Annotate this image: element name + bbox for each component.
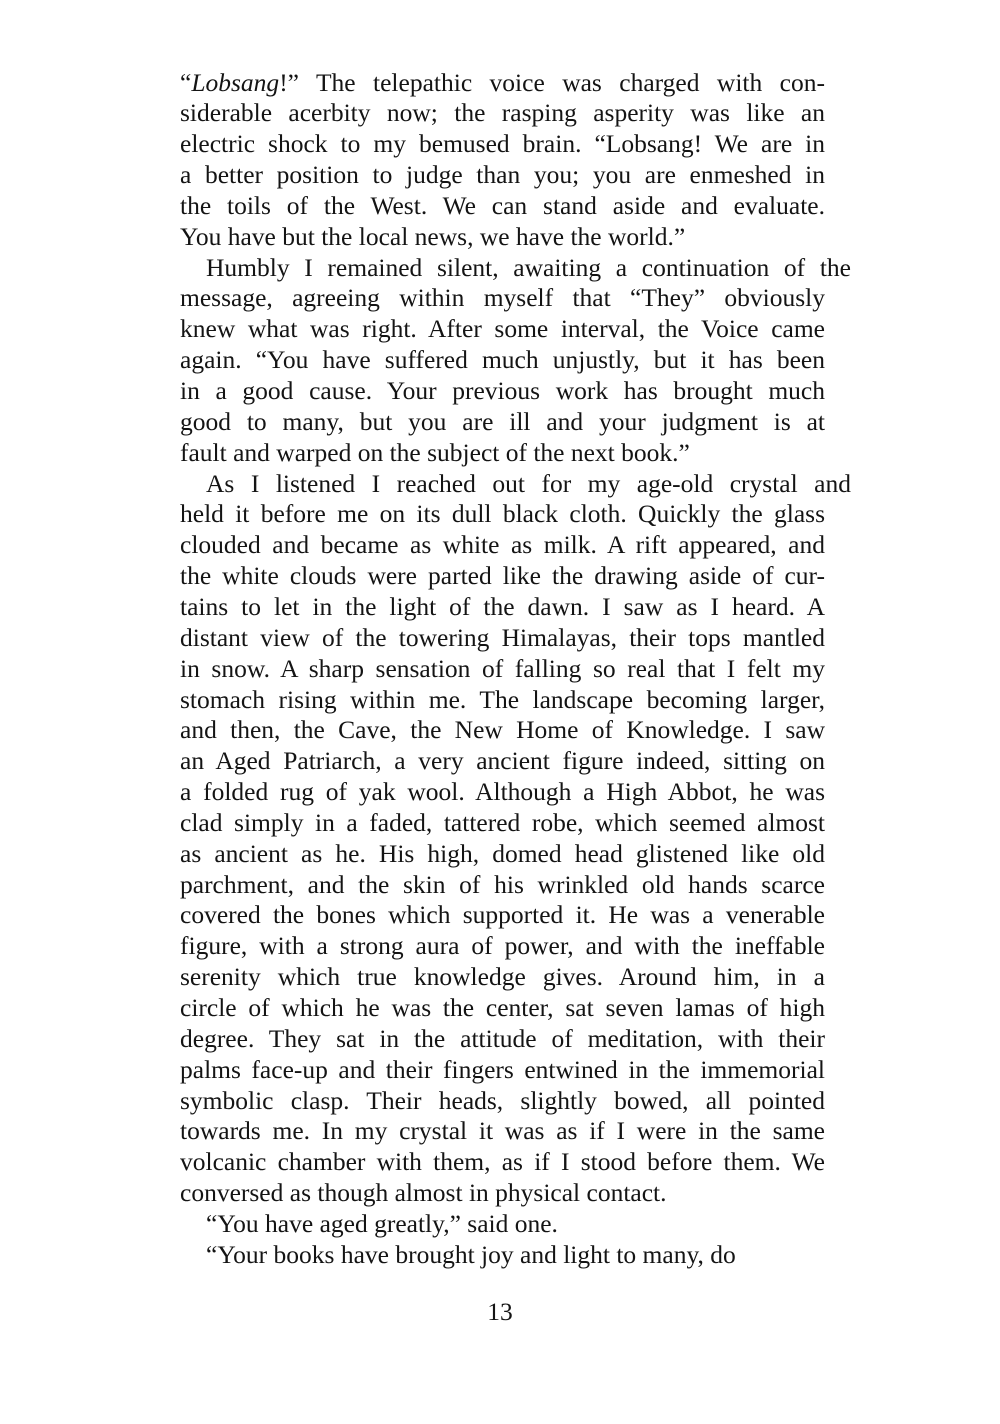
text-line: covered the bones which supported it. He was a venerable bbox=[180, 900, 825, 930]
text-line: tains to let in the light of the dawn. I saw as I heard. A bbox=[180, 591, 825, 621]
text-line: as ancient as he. His high, domed head glistened like old bbox=[180, 838, 825, 868]
text-line: the white clouds were parted like the drawing aside of cur- bbox=[180, 561, 825, 591]
text-line: knew what was right. After some interval, the Voice came bbox=[180, 314, 825, 344]
text-line: figure, with a strong aura of power, and with the ineffable bbox=[180, 931, 825, 961]
text-line: parchment, and the skin of his wrinkled old hands scarce bbox=[180, 869, 825, 899]
text-line: a better position to judge than you; you are enmeshed in bbox=[180, 160, 825, 190]
text-line bbox=[180, 67, 825, 98]
text-line: electric shock to my bemused brain. “Lobsang! We are in bbox=[180, 129, 825, 159]
text-line: conversed as though almost in physical contact. bbox=[180, 1178, 667, 1208]
emphasized-name: Lobsang bbox=[191, 67, 280, 97]
text-line: in a good cause. Your previous work has brought much bbox=[180, 376, 825, 405]
text-line: stomach rising within me. The landscape becoming larger, bbox=[180, 684, 825, 714]
text-line: and then, the Cave, the New Home of Knowledge. I saw bbox=[180, 715, 825, 745]
text-line: circle of which he was the center, sat seven lamas of high bbox=[180, 993, 825, 1022]
line-rest: !” The telepathic voice was charged with con- bbox=[279, 67, 825, 97]
text-line: towards me. In my crystal it was as if I were in the same bbox=[180, 1116, 825, 1146]
text-line: an Aged Patriarch, a very ancient figure indeed, sitting on bbox=[180, 746, 825, 776]
page-number: 13 bbox=[487, 1297, 513, 1326]
text-line: message, agreeing within myself that “They” obviously bbox=[180, 283, 825, 313]
text-line: a folded rug of yak wool. Although a High Abbot, he was bbox=[180, 777, 825, 807]
text-line: degree. They sat in the attitude of meditation, with their bbox=[180, 1023, 825, 1053]
text-line: held it before me on its dull black cloth. Quickly the glass bbox=[180, 499, 825, 529]
quote-mark: “ bbox=[180, 67, 192, 97]
text-line: clouded and became as white as milk. A rift appeared, and bbox=[180, 530, 825, 560]
text-line: You have but the local news, we have the world.” bbox=[180, 221, 686, 251]
text-line: serenity which true knowledge gives. Around him, in a bbox=[180, 962, 825, 992]
text-line: fault and warped on the subject of the next book.” bbox=[180, 437, 690, 467]
text-line: good to many, but you are ill and your judgment is at bbox=[180, 406, 825, 436]
text-line: Humbly I remained silent, awaiting a continuation of the bbox=[206, 252, 851, 282]
text-line: clad simply in a faded, tattered robe, which seemed almost bbox=[180, 807, 825, 837]
text-line: again. “You have suffered much unjustly, but it has been bbox=[180, 345, 825, 375]
text-line: “You have aged greatly,” said one. bbox=[206, 1208, 558, 1238]
text-line: volcanic chamber with them, as if I stood before them. We bbox=[180, 1147, 825, 1177]
text-line: palms face-up and their fingers entwined in the immemorial bbox=[180, 1054, 825, 1084]
text-line: in snow. A sharp sensation of falling so real that I felt my bbox=[180, 653, 825, 683]
text-line: symbolic clasp. Their heads, slightly bowed, all pointed bbox=[180, 1085, 825, 1115]
text-line: As I listened I reached out for my age-old crystal and bbox=[206, 468, 851, 498]
text-line: “Your books have brought joy and light to many, do bbox=[206, 1239, 736, 1269]
text-line: the toils of the West. We can stand aside and evaluate. bbox=[180, 190, 825, 220]
text-line: siderable acerbity now; the rasping asperity was like an bbox=[180, 98, 825, 128]
text-line: distant view of the towering Himalayas, their tops mantled bbox=[180, 622, 825, 652]
